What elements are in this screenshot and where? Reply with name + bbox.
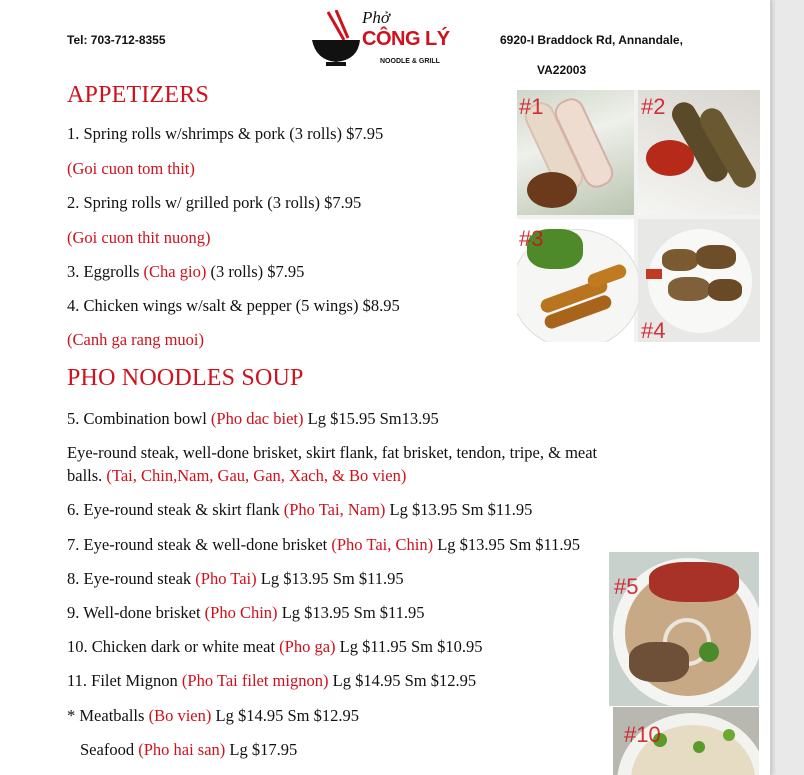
- appetizer-photo-collage: [517, 90, 760, 342]
- photo-tag-5: #5: [614, 574, 639, 599]
- pho-item-meatballs: * Meatballs (Bo vien) Lg $14.95 Sm $12.95: [67, 706, 359, 725]
- phone-number: Tel: 703-712-8355: [67, 33, 166, 47]
- pho-item-10: 10. Chicken dark or white meat (Pho ga) Lg $11.95 Sm $10.95: [67, 637, 483, 656]
- appetizer-item-4-viet: (Canh ga rang muoi): [67, 330, 205, 349]
- appetizer-item-2: 2. Spring rolls w/ grilled pork (3 rolls) $7.95: [67, 193, 362, 212]
- restaurant-logo: [310, 10, 455, 72]
- pho-item-8: 8. Eye-round steak (Pho Tai) Lg $13.95 Sm $11.95: [67, 569, 404, 588]
- logo-tagline: NOODLE & GRILL: [380, 58, 440, 65]
- pho-item-9: 9. Well-done brisket (Pho Chin) Lg $13.95 Sm $11.95: [67, 603, 425, 622]
- appetizer-item-2-viet: (Goi cuon thit nuong): [67, 228, 211, 247]
- pho-item-5-desc: Eye-round steak, well-done brisket, skirt flank, fat brisket, tendon, tripe, & meat: [67, 443, 598, 462]
- pho-item-5: 5. Combination bowl (Pho dac biet) Lg $15.95 Sm13.95: [67, 409, 439, 428]
- photo-tag-4: #4: [641, 318, 666, 342]
- appetizers-heading: APPETIZERS: [67, 82, 210, 108]
- photo-tag-1: #1: [519, 94, 544, 119]
- photo-tag-2: #2: [641, 94, 666, 119]
- pho-item-11: 11. Filet Mignon (Pho Tai filet mignon) Lg $14.95 Sm $12.95: [67, 671, 477, 690]
- logo-name: CÔNG LÝ: [362, 28, 450, 50]
- photo-tag-3: #3: [519, 226, 544, 251]
- appetizer-item-1: 1. Spring rolls w/shrimps & pork (3 rolls) $7.95: [67, 124, 384, 143]
- address-line-2: VA22003: [537, 63, 587, 77]
- photo-tag-10: #10: [624, 722, 661, 747]
- pho-item-5-desc-viet: balls. (Tai, Chin,Nam, Gau, Gan, Xach, & Bo vien): [67, 466, 407, 485]
- appetizer-item-4: 4. Chicken wings w/salt & pepper (5 wings) $8.95: [67, 296, 400, 315]
- pho-heading: PHO NOODLES SOUP: [67, 365, 304, 391]
- pho-item-6: 6. Eye-round steak & skirt flank (Pho Tai, Nam) Lg $13.95 Sm $11.95: [67, 500, 533, 519]
- appetizer-item-3: 3. Eggrolls (Cha gio) (3 rolls) $7.95: [67, 262, 305, 281]
- appetizer-item-1-viet: (Goi cuon tom thit): [67, 159, 195, 178]
- address-line-1: 6920-I Braddock Rd, Annandale,: [500, 33, 683, 47]
- logo-pho-text: Phở: [362, 8, 390, 27]
- pho-item-7: 7. Eye-round steak & well-done brisket (Pho Tai, Chin) Lg $13.95 Sm $11.95: [67, 535, 581, 554]
- pho-item-seafood: Seafood (Pho hai san) Lg $17.95: [80, 740, 298, 759]
